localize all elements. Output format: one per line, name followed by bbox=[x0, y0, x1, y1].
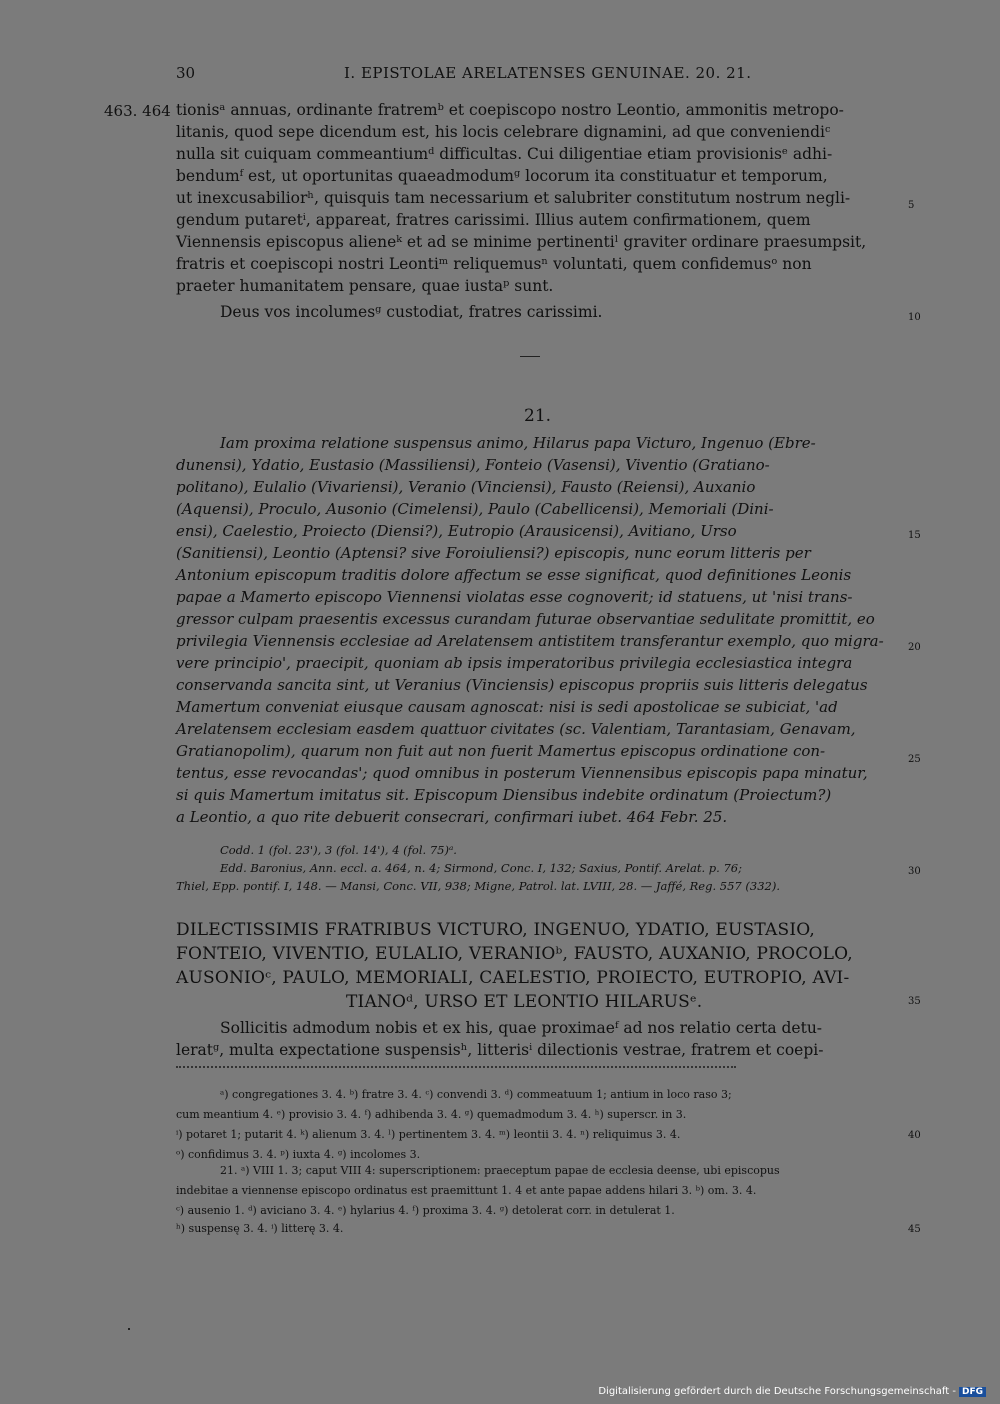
text-line: Deus vos incolumesᵍ custodiat, fratres carissimi. bbox=[220, 303, 603, 321]
summary-line: ensi), Caelestio, Proiecto (Diensi?), Eutropio (Arausicensi), Avitiano, Urso bbox=[176, 522, 737, 540]
summary-line: conservanda sancita sint, ut Veranius (Vinciensis) episcopus propriis suis litteris delegatus bbox=[176, 676, 868, 694]
footnote-line: cum meantium 4. ᵉ) provisio 3. 4. ᶠ) adhibenda 3. 4. ᵍ) quemadmodum 3. 4. ʰ) superscr. in 3. bbox=[176, 1108, 687, 1121]
footnote-line: ᵃ) congregationes 3. 4. ᵇ) fratre 3. 4. ᶜ) convendi 3. ᵈ) commeatuum 1; antium in loco raso 3; bbox=[220, 1088, 732, 1101]
line-number: 10 bbox=[908, 312, 921, 323]
line-number: 35 bbox=[908, 996, 921, 1007]
summary-line: politano), Eulalio (Vivariensi), Veranio (Vinciensi), Fausto (Reiensi), Auxanio bbox=[176, 478, 756, 496]
text-line: nulla sit cuiquam commeantiumᵈ difficultas. Cui diligentiae etiam provisionisᵉ adhi- bbox=[176, 145, 833, 163]
running-title: I. EPISTOLAE ARELATENSES GENUINAE. 20. 21. bbox=[344, 64, 752, 82]
text-line: litanis, quod sepe dicendum est, his locis celebrare dignamini, ad que conveniendiᶜ bbox=[176, 123, 831, 141]
address-line: AUSONIOᶜ, PAULO, MEMORIALI, CAELESTIO, PROIECTO, EUTROPIO, AVI- bbox=[176, 968, 850, 988]
footer-text: Digitalisierung gefördert durch die Deutsche Forschungsgemeinschaft - bbox=[598, 1386, 956, 1397]
funding-footer bbox=[598, 1386, 986, 1397]
line-number: 15 bbox=[908, 530, 921, 541]
text-cut-separator bbox=[176, 1066, 736, 1068]
summary-line: a Leontio, a quo rite debuerit consecrari, confirmari iubet. 464 Febr. 25. bbox=[176, 808, 728, 826]
margin-reference: 463. 464 bbox=[104, 102, 171, 120]
text-line: bendumᶠ est, ut oportunitas quaeadmodumᵍ locorum ita constituatur et temporum, bbox=[176, 167, 828, 185]
address-line: FONTEIO, VIVENTIO, EULALIO, VERANIOᵇ, FAUSTO, AUXANIO, PROCOLO, bbox=[176, 944, 853, 964]
scan-speck bbox=[128, 1328, 130, 1330]
summary-line: vere principio', praecipit, quoniam ab ipsis imperatoribus privilegia ecclesiastica integra bbox=[176, 654, 853, 672]
text-line: tionisᵃ annuas, ordinante fratremᵇ et coepiscopo nostro Leontio, ammonitis metropo- bbox=[176, 101, 844, 119]
text-line: gendum putaretⁱ, appareat, fratres carissimi. Illius autem confirmationem, quem bbox=[176, 211, 811, 229]
text-line: Viennensis episcopus alieneᵏ et ad se minime pertinentiˡ graviter ordinare praesumpsit, bbox=[176, 233, 867, 251]
address-line: TIANOᵈ, URSO ET LEONTIO HILARUSᵉ. bbox=[346, 992, 703, 1012]
page-number: 30 bbox=[176, 64, 196, 82]
line-number: 45 bbox=[908, 1224, 921, 1235]
text-line: ut inexcusabiliorʰ, quisquis tam necessarium et salubriter constitutum nostrum negli- bbox=[176, 189, 851, 207]
footnote-line: 21. ᵃ) VIII 1. 3; caput VIII 4: superscriptionem: praeceptum papae de ecclesia deense, ubi episcopus bbox=[220, 1164, 780, 1177]
editions-line: Edd. Baronius, Ann. eccl. a. 464, n. 4; Sirmond, Conc. I, 132; Saxius, Pontif. Arelat. p. 76; bbox=[220, 861, 742, 875]
line-number: 25 bbox=[908, 754, 921, 765]
summary-line: Mamertum conveniat eiusque causam agnoscat: nisi is sedi apostolicae se subiciat, 'ad bbox=[176, 698, 838, 716]
summary-line: (Aquensi), Proculo, Ausonio (Cimelensi), Paulo (Cabellicensi), Memoriali (Dini- bbox=[176, 500, 774, 518]
summary-line: si quis Mamertum imitatus sit. Episcopum Diensibus indebite ordinatum (Proiectum?) bbox=[176, 786, 832, 804]
footnote-line: ⁱ) potaret 1; putarit 4. ᵏ) alienum 3. 4. ˡ) pertinentem 3. 4. ᵐ) leontii 3. 4. ⁿ) reliquimus 3. 4. bbox=[176, 1128, 681, 1141]
summary-line: papae a Mamerto episcopo Viennensi violatas esse cognoverit; id statuens, ut 'nisi trans- bbox=[176, 588, 853, 606]
text-line: fratris et coepiscopi nostri Leontiᵐ reliquemusⁿ voluntati, quem confidemusᵒ non bbox=[176, 255, 812, 273]
address-line: DILECTISSIMIS FRATRIBUS VICTURO, INGENUO, YDATIO, EUSTASIO, bbox=[176, 920, 815, 940]
line-number: 20 bbox=[908, 642, 921, 653]
footnote-line: indebitae a viennense episcopo ordinatus est praemittunt 1. 4 et ante papae addens hilari 3. ᵇ) om. 3. 4. bbox=[176, 1184, 757, 1197]
section-separator bbox=[520, 356, 540, 357]
text-line: praeter humanitatem pensare, quae iustaᵖ sunt. bbox=[176, 277, 554, 295]
summary-line: (Sanitiensi), Leontio (Aptensi? sive Foroiuliensi?) episcopis, nunc eorum litteris per bbox=[176, 544, 811, 562]
section-number: 21. bbox=[524, 406, 552, 426]
dfg-logo: DFG bbox=[959, 1387, 986, 1397]
footnote-line: ʰ) suspensę 3. 4. ⁱ) litterę 3. 4. bbox=[176, 1222, 344, 1235]
summary-line: Gratianopolim), quarum non fuit aut non fuerit Mamertus episcopus ordinatione con- bbox=[176, 742, 826, 760]
codices-note: Codd. 1 (fol. 23'), 3 (fol. 14'), 4 (fol. 75)ᵃ. bbox=[220, 843, 457, 857]
footnote-line: ᵒ) confidimus 3. 4. ᵖ) iuxta 4. ᵍ) incolomes 3. bbox=[176, 1148, 421, 1161]
editions-line: Thiel, Epp. pontif. I, 148. — Mansi, Conc. VII, 938; Migne, Patrol. lat. LVIII, 28. — Jaffé, Reg. 557 (332). bbox=[176, 879, 780, 893]
line-number: 5 bbox=[908, 200, 915, 211]
summary-line: tentus, esse revocandas'; quod omnibus in posterum Viennensibus episcopis papa minatur, bbox=[176, 764, 868, 782]
text-line: Sollicitis admodum nobis et ex his, quae proximaeᶠ ad nos relatio certa detu- bbox=[220, 1019, 823, 1037]
summary-line: dunensi), Ydatio, Eustasio (Massiliensi), Fonteio (Vasensi), Viventio (Gratiano- bbox=[176, 456, 770, 474]
line-number: 40 bbox=[908, 1130, 921, 1141]
footnote-line: ᶜ) ausenio 1. ᵈ) aviciano 3. 4. ᵉ) hylarius 4. ᶠ) proxima 3. 4. ᵍ) detolerat corr. in detulerat 1. bbox=[176, 1204, 675, 1217]
summary-line: Antonium episcopum traditis dolore affectum se esse significat, quod definitiones Leonis bbox=[176, 566, 852, 584]
summary-line: privilegia Viennensis ecclesiae ad Arelatensem antistitem transferantur exemplo, quo migra- bbox=[176, 632, 884, 650]
text-line: leratᵍ, multa expectatione suspensisʰ, litterisⁱ dilectionis vestrae, fratrem et coepi- bbox=[176, 1041, 824, 1059]
summary-line: Arelatensem ecclesiam easdem quattuor civitates (sc. Valentiam, Tarantasiam, Genavam, bbox=[176, 720, 856, 738]
line-number: 30 bbox=[908, 866, 921, 877]
summary-line: gressor culpam praesentis excessus curandam futurae observantiae sedulitate promittit, eo bbox=[176, 610, 875, 628]
summary-line: Iam proxima relatione suspensus animo, Hilarus papa Victuro, Ingenuo (Ebre- bbox=[220, 434, 816, 452]
